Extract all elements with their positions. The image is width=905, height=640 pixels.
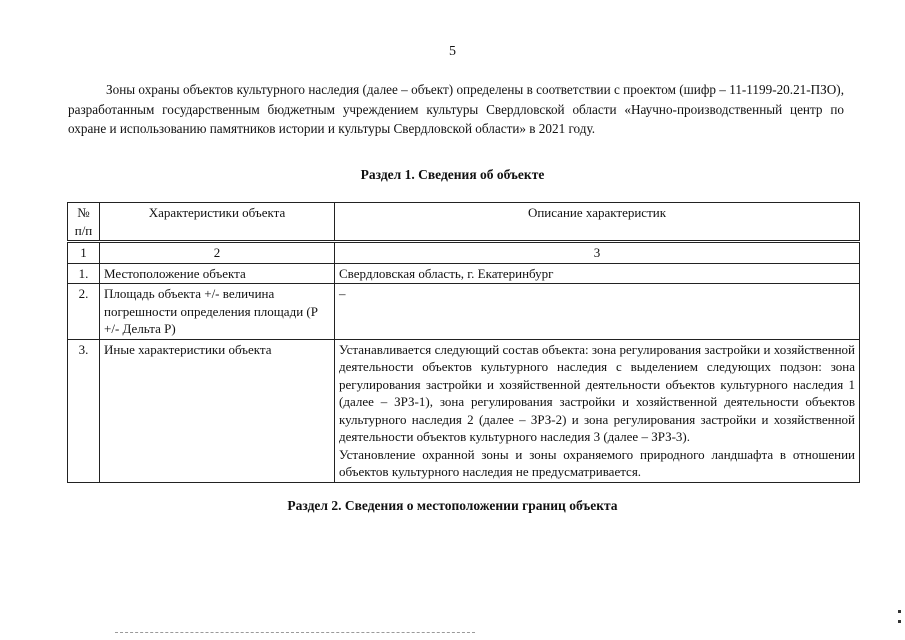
row-num: 3. (68, 339, 100, 482)
section-1-title: Раздел 1. Сведения об объекте (360, 167, 545, 182)
scan-artifact-dot (898, 620, 901, 623)
table-header-row (68, 203, 860, 242)
table-row (68, 339, 860, 482)
row-description (335, 339, 860, 482)
table-row (68, 284, 860, 340)
index-cell-2: 2 (100, 242, 335, 264)
row-num: 2. (68, 284, 100, 340)
table-row (68, 263, 860, 284)
row-characteristic: Местоположение объекта (100, 263, 335, 284)
row-description: – (335, 284, 860, 340)
row-num: 1. (68, 263, 100, 284)
row-characteristic: Площадь объекта +/- величина погрешности определения площади (Р +/- Дельта Р) (100, 284, 335, 340)
index-cell-3: 3 (335, 242, 860, 264)
scan-artifact-line (115, 632, 475, 633)
row-description: Свердловская область, г. Екатеринбург (335, 263, 860, 284)
header-num: № п/п (68, 203, 100, 242)
page-number: 5 (449, 44, 456, 59)
header-characteristic: Характеристики объекта (100, 203, 335, 242)
intro-paragraph: Зоны охраны объектов культурного наследия (далее – объект) определены в соответствии с проектом (шифр – 11-1199-20.21-ПЗО), разработанным государственным бюджетным учреждением культуры Свердловской области «Научно-производственный центр по охране и использованию памятников истории и культуры Свердловской области» в 2021 году. (68, 82, 844, 136)
object-info-table (67, 202, 860, 483)
description-paragraph-2: Установление охранной зоны и зоны охраняемого природного ландшафта в отношении объектов культурного наследия не предусматривается. (339, 446, 855, 479)
row-characteristic: Иные характеристики объекта (100, 339, 335, 482)
index-cell-1: 1 (68, 242, 100, 264)
table-index-row (68, 242, 860, 264)
description-paragraph-1: Устанавливается следующий состав объекта: зона регулирования застройки и хозяйственной деятельности объектов культурного наследия с выделением следующих подзон: зона регулирования застройки и хозяйственной деятельности объектов культурного наследия 1 (далее – ЗРЗ-1), зона регулирования застройки и хозяйственной деятельности объектов культурного наследия 2 (далее – ЗРЗ-2) и зона регулирования застройки и хозяйственной деятельности объектов культурного наследия 3 (далее – ЗРЗ-3). (339, 341, 855, 444)
section-2-title: Раздел 2. Сведения о местоположении границ объекта (287, 498, 618, 513)
header-description: Описание характеристик (335, 203, 860, 242)
scan-artifact-dot (898, 610, 901, 613)
